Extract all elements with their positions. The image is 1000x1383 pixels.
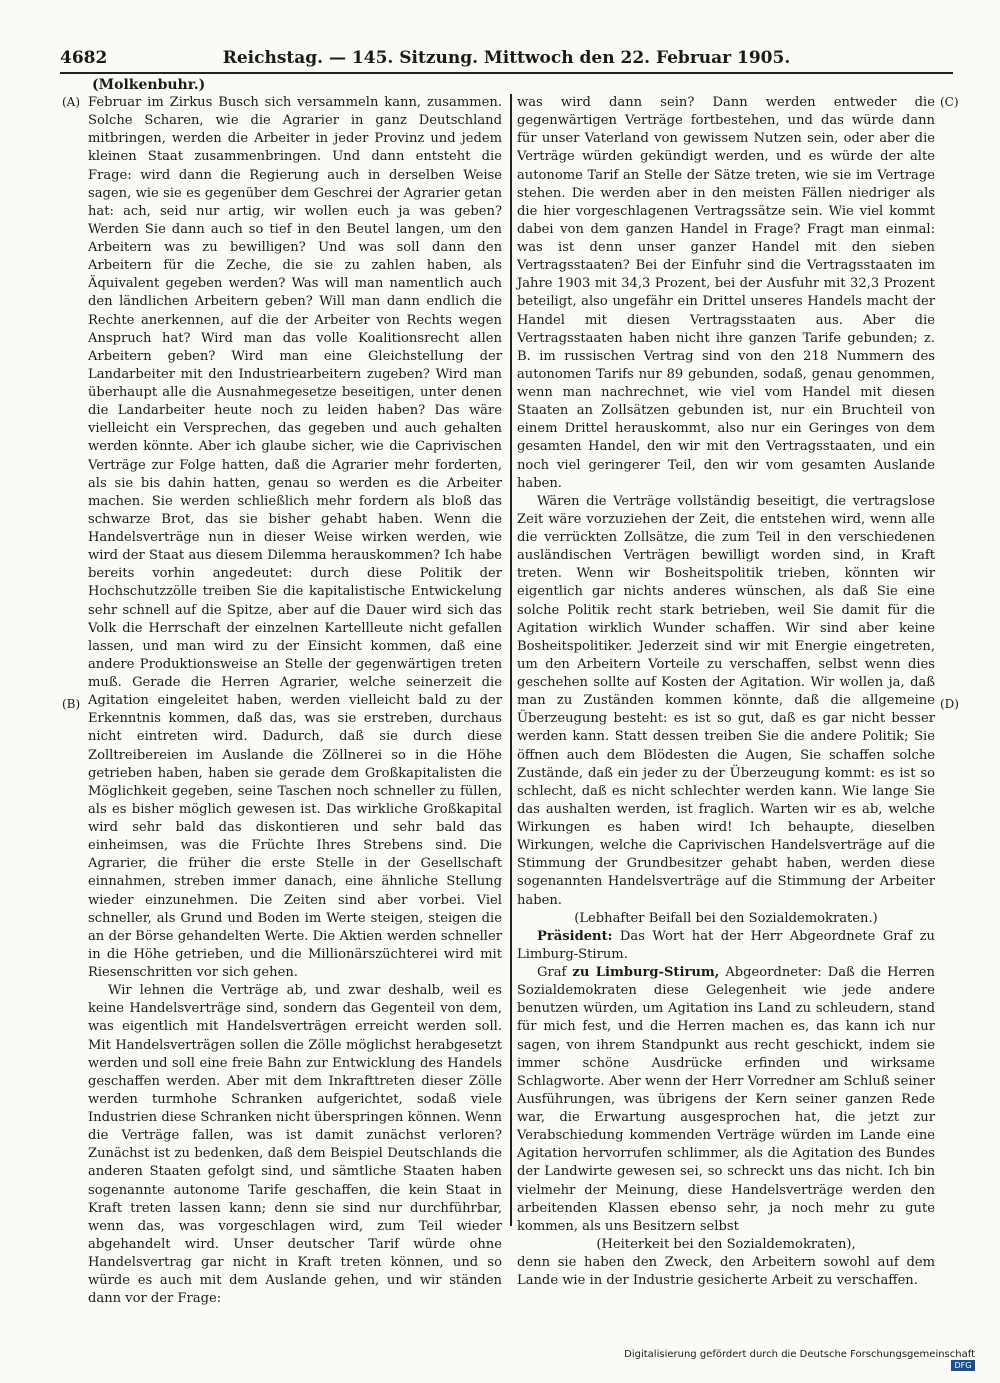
margin-marker-a: (A) <box>62 95 81 109</box>
speaker-name: zu Limburg-Stirum, <box>572 965 720 980</box>
page-title: Reichstag. — 145. Sitzung. Mittwoch den 22. Februar 1905. <box>222 48 791 68</box>
page-header <box>60 48 953 72</box>
speaker-prefix: Graf <box>537 965 567 980</box>
paragraph: denn sie haben den Zweck, den Arbeitern sowohl auf dem Lande wie in der Industrie gesicherte Arbeit zu verschaffen. <box>517 1255 935 1289</box>
header-rule <box>60 72 953 74</box>
margin-marker-c: (C) <box>940 95 959 109</box>
paragraph: was wird dann sein? Dann werden entweder die gegenwärtigen Verträge fortbestehen, und das würde dann für unser Vaterland von gewissem Nutzen sein, oder aber die Verträge würden gekündigt werden, und es würde der alte autonome Tarif an Stelle der Sätze treten, wie sie im Vertrage stehen. Die werden aber in den meisten Fällen niedriger als die hier vorgeschlagenen Vertragssätze sein. Wie viel kommt dabei von dem ganzen Handel in Frage? Fragt man einmal: was ist denn unser ganzer Handel mit den sieben Vertragsstaaten? Bei der Einfuhr sind die Vertragsstaaten im Jahre 1903 mit 34,3 Prozent, bei der Ausfuhr mit 32,3 Prozent beteiligt, also ungefähr ein Drittel unseres Handels macht der Handel mit diesen Vertragsstaaten aus. Aber die Vertragsstaaten haben nicht ihre ganzen Tarife gebunden; z. B. im russischen Vertrag sind von den 218 Nummern des autonomen Tarifs nur 89 gebunden, sodaß, genau genommen, wenn man nachrechnet, wie viel vom Handel mit diesen Staaten an Zollsätzen gebunden ist, nur ein Bruchteil von einem Drittel herauskommt, also nur ein Geringes von dem gesamten Handel, den wir mit den Vertragsstaaten, und ein noch viel geringerer Teil, den wir vom gesamten Auslande haben. <box>517 95 935 491</box>
paragraph: Februar im Zirkus Busch sich versammeln kann, zusammen. Solche Scharen, wie die Agrarier in ganz Deutschland mitbringen, werden die Arbeiter in jeder Provinz und jedem kleinen Staat zusammenbringen. Und dann entsteht die Frage: wird dann die Regierung auch in derselben Weise sagen, wie sie es gegenüber dem Geschrei der Agrarier getan hat: ach, seid nur artig, wir wollen euch ja was geben? Werden Sie dann auch so tief in den Beutel langen, um den Arbeitern was zu bewilligen? Und was soll dann den Arbeitern für die Zeche, die sie zu zahlen haben, als Äquivalent gegeben werden? Was will man namentlich auch den ländlichen Arbeitern geben? Will man dann endlich die Rechte anerkennen, auf die der Arbeiter von Rechts wegen Anspruch hat? Wird man das volle Koalitionsrecht allen Arbeitern geben? Wird man eine Gleichstellung der Landarbeiter mit den Industriearbeitern zugeben? Wird man überhaupt alle die Ausnahmegesetze beseitigen, unter denen die Landarbeiter heute noch zu leiden haben? Das wäre vielleicht ein Versprechen, das gegeben und auch gehalten werden könnte. Aber ich glaube sicher, wie die Caprivischen Verträge zur Folge hatten, daß die Agrarier mehr forderten, als sie bis dahin hatten, genau so werden es die Arbeiter machen. Sie werden schließlich mehr fordern als bloß das schwarze Brot, das sie bisher gehabt haben. Wenn die Handelsverträge nun in dieser Weise wirken werden, wie wird der Staat aus diesem Dilemma herauskommen? Ich habe bereits vorhin angedeutet: durch diese Politik der Hochschutzzölle treiben Sie die kapitalistische Entwickelung sehr schnell auf die Spitze, aber auf die Dauer wird sich das Volk die Herrschaft der einzelnen Kartellleute nicht gefallen lassen, und man wird zu der Einsicht kommen, daß eine andere Produktionsweise an Stelle der gegenwärtigen treten muß. Gerade die Herren Agrarier, welche seinerzeit die Agitation eingeleitet haben, werden vielleicht bald zu der Erkenntnis kommen, daß das, was sie erstreben, durchaus nicht eintreten wird. Dadurch, daß sie durch diese Zolltreibereien im Auslande die Zöllnerei so in die Höhe getrieben haben, haben sie gerade dem Großkapitalisten die Möglichkeit gegeben, seine Taschen noch schneller zu füllen, als es bisher möglich gewesen ist. Das wirkliche Großkapital wird sehr bald das diskontieren und sehr bald das einheimsen, was die Früchte Ihres Strebens sind. Die Agrarier, die früher die erste Stelle in der Gesellschaft einnahmen, streben immer danach, eine ähnliche Stellung wieder einzunehmen. Die Zeiten sind aber vorbei. Viel schneller, als Grund und Boden im Werte steigen, steigen die an der Börse gehandelten Werte. Die Aktien werden schneller in die Höhe getrieben, und die Millionärszüchterei wird mit Riesenschritten vor sich gehen. <box>88 95 502 980</box>
footer-credit <box>620 1349 975 1370</box>
president-label: Präsident: <box>537 928 613 944</box>
footer-text: Digitalisierung gefördert durch die Deutsche Forschungsgemeinschaft <box>624 1349 975 1360</box>
speaker-text: Abgeordneter: Daß die Herren Sozialdemokraten diese Gelegenheit wie jede andere benutzen würden, um Agitation ins Land zu schleudern, stand für mich fest, und die Herren machen es, das kann ich nur sagen, von ihrem Standpunkt aus recht geschickt, indem sie immer schöne Ausdrücke erfinden und wirksame Schlagworte. Aber wenn der Herr Vorredner am Schluß seiner Ausführungen, was übrigens der Kern seiner ganzen Rede war, die Erwartung ausgesprochen hat, die jetzt zur Verabschiedung kommenden Verträge würden im Lande eine Agitation hervorrufen schlimmer, als die Agitation des Bundes der Landwirte gewesen sei, so schreckt uns das nicht. Ich bin vielmehr der Meinung, diese Handelsverträge werden den arbeitenden Klassen ebenso sehr, ja noch mehr zu gute kommen, als uns Besitzern selbst <box>517 965 935 1234</box>
margin-marker-d: (D) <box>940 697 959 711</box>
right-column <box>517 94 935 1290</box>
page-number: 4682 <box>60 48 108 68</box>
paragraph: Wären die Verträge vollständig beseitigt, die vertragslose Zeit wäre vorzuziehen der Zeit, die entstehen wird, wenn alle die verrückten Zollsätze, die zum Teil in den verschiedenen ausländischen Verträgen bewilligt worden sind, in Kraft treten. Wenn wir Bosheitspolitik trieben, könnten wir eigentlich gar nichts anderes wünschen, als daß Sie eine solche Politik recht stark betrieben, weil Sie damit für die Agitation wirklich Wunder schaffen. Wir sind aber keine Bosheitspolitiker. Jederzeit sind wir mit Energie eingetreten, um den Arbeitern Vorteile zu verschaffen, selbst wenn dies geschehen sollte auf Kosten der Agitation. Wir wollen ja, daß man zu Zuständen kommen könnte, daß die allgemeine Überzeugung besteht: es ist so gut, daß es gar nicht besser werden kann. Statt dessen treiben Sie die andere Politik; Sie öffnen auch dem Blödesten die Augen, Sie schaffen solche Zustände, daß ein jeder zu der Überzeugung kommt: es ist so schlecht, daß es nicht schlechter werden kann. Wie lange Sie das aushalten werden, ist fraglich. Warten wir es ab, welche Wirkungen es haben wird! Ich behaupte, dieselben Wirkungen, welche die Caprivischen Handelsverträge auf die Stimmung der Grundbesitzer gehabt haben, werden diese sogenannten Handelsverträge auf die Stimmung der Arbeiter haben. <box>517 493 935 908</box>
paragraph: Wir lehnen die Verträge ab, und zwar deshalb, weil es keine Handelsverträge sind, sondern das Gegenteil von dem, was eigentlich mit Handelsverträgen erreicht werden soll. Mit Handelsverträgen sollen die Zölle möglichst herabgesetzt werden und soll eine freie Bahn zur Entwicklung des Handels geschaffen werden. Aber mit dem Inkrafttreten dieser Zölle werden turmhohe Schranken aufgerichtet, sodaß viele Industrien diese Schranken nicht überspringen können. Wenn die Verträge fallen, was ist damit zunächst verloren? Zunächst ist zu bedenken, daß dem Beispiel Deutschlands die anderen Staaten gefolgt sind, und sämtliche Staaten haben sogenannte autonome Tarife geschaffen, die kein Staat in Kraft treten lassen kann; denn sie sind nur durchführbar, wenn das, was vorgeschlagen wird, zum Teil wieder abgehandelt wird. Unser deutscher Tarif würde ohne Handelsvertrag gar nicht in Kraft treten können, und so würde es auch mit dem Auslande gehen, und wir ständen dann vor der Frage: <box>88 983 502 1307</box>
dfg-logo-icon: DFG <box>951 1360 975 1371</box>
left-column <box>88 94 502 1308</box>
margin-marker-b: (B) <box>62 697 81 711</box>
president-text: Das Wort hat der Herr Abgeordnete Graf zu Limburg-Stirum. <box>517 928 935 962</box>
speaker-tag: (Molkenbuhr.) <box>92 77 206 93</box>
laughter-note: (Heiterkeit bei den Sozialdemokraten), <box>596 1236 856 1252</box>
speaker-paragraph <box>517 964 935 1236</box>
column-divider <box>510 94 512 1226</box>
president-paragraph <box>517 928 935 964</box>
applause-note: (Lebhafter Beifall bei den Sozialdemokraten.) <box>574 910 878 926</box>
